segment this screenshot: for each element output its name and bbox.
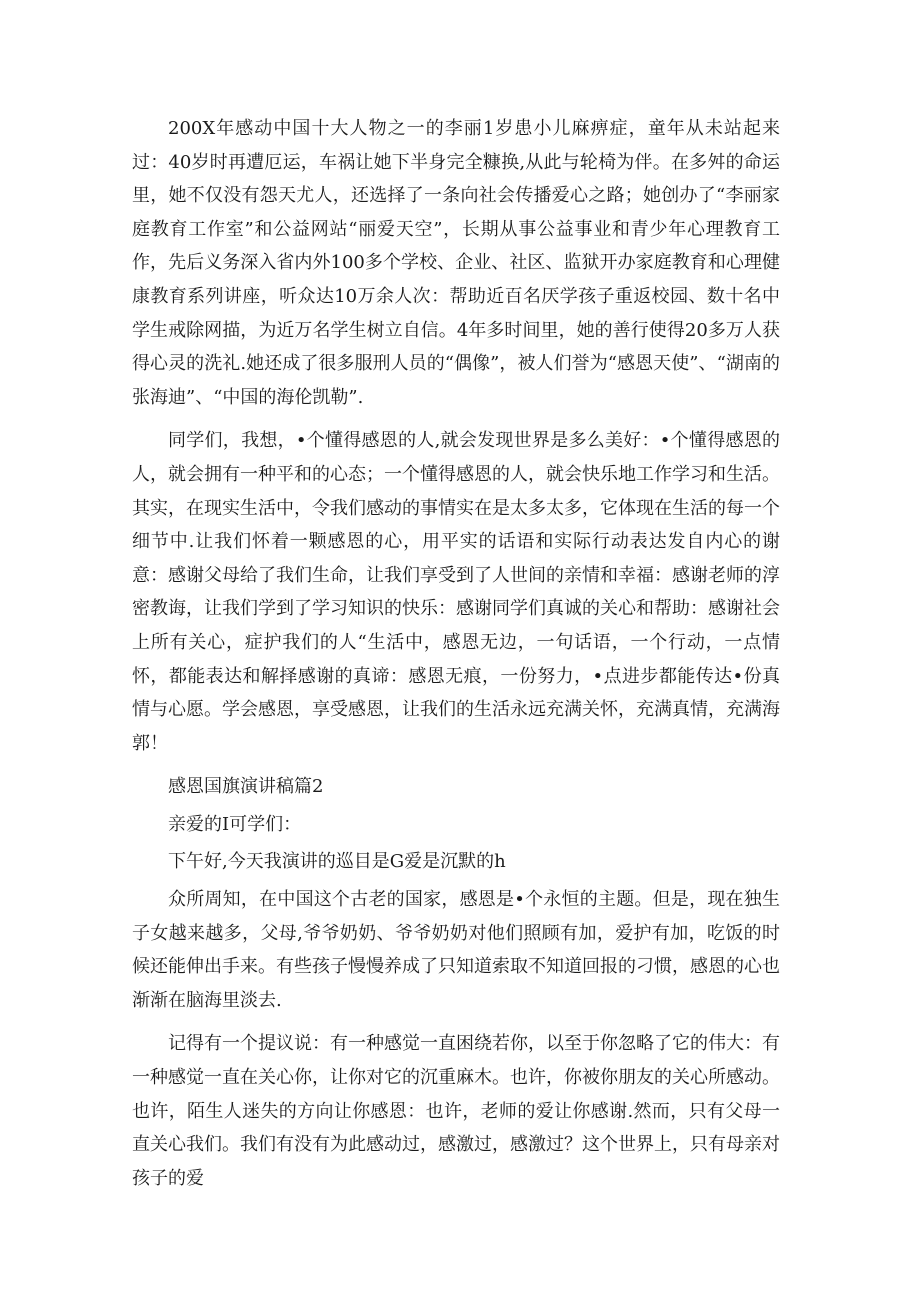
document-body	[132, 112, 780, 1205]
paragraph-gratitude-theme: 众所周知，在中国这个古老的国家，感恩是•个永恒的主题。但是，现在独生子女越来越多，父母,爷爷奶奶、爷爷奶奶对他们照顾有加，爱护有加，吃饭的时候还能伸出手来。有些孩子慢慢养成了只知道索取不知道回报的刁惯，感恩的心也渐渐在脑海里淡去.	[132, 889, 780, 1011]
speech-greeting: 亲爱的I可学们：	[168, 813, 302, 835]
paragraph-li-li-story: 200X年感动中国十大人物之一的李丽1岁患小儿麻痹症，童年从未站起来过：40岁时再遭厄运，车祸让她下半身完全糠换,从此与轮椅为伴。在多舛的命运里，她不仅没有怨天尤人，还选择了一条向社会传播爱心之路；她创办了“李丽家庭教育工作室”和公益网站“丽爱天空”，长期从事公益事业和青少年心理教育工作，先后义务深入省内外100多个学校、企业、社区、监狱开办家庭教育和心理健康教育系列讲座，听众达10万余人次：帮助近百名厌学孩子重返校园、数十名中学生戒除网描，为近万名学生树立自信。4年多时间里，她的善行使得20多万人获得心灵的洗礼.她还成了很多服刑人员的“偶像”，被人们誉为“感恩天使”、“湖南的张海迪”、“中国的海伦凯勒”.	[132, 118, 780, 408]
speech-title-part-2: 感恩国旗演讲稿篇2	[168, 776, 324, 798]
speech-topic-line: 下午好,今天我演讲的巡目是G爱是沉默的h	[168, 851, 506, 873]
paragraph-parents-love: 记得有一个提议说：有一种感觉一直困绕若你，以至于你忽略了它的伟大：有一种感觉一直在关心你，让你对它的沉重麻木。也许，你被你朋友的关心所感动。也许，陌生人迷失的方向让你感恩：也许，老师的爱让你感谢.然而，只有父母一直关心我们。我们有没有为此感动过，感激过，感激过？这个世界上，只有母亲对孩子的爱	[132, 1033, 780, 1189]
paragraph-gratitude-reflection: 同学们，我想，•个懂得感恩的人,就会发现世界是多么美好：•个懂得感恩的人，就会拥有一种平和的心态；一个懂得感恩的人，就会快乐地工作学习和生活。其实，在现实生活中，令我们感动的事情实在是太多太多，它体现在生活的每一个细节中.让我们怀着一颗感恩的心，用平实的话语和实际行动表达发自内心的谢意：感谢父母给了我们生命，让我们享受到了人世间的亲情和幸福：感谢老师的淳密教诲，让我们学到了学习知识的快乐：感谢同学们真诚的关心和帮助：感谢社会上所有关心，症护我们的人“生活中，感恩无边，一句话语，一个行动，一点情怀，都能表达和解择感谢的真谛：感恩无痕，一份努力，•点进步都能传达•份真情与心愿。学会感恩，享受感恩，让我们的生活永远充满关怀，充满真情，充满海郭！	[132, 430, 780, 754]
